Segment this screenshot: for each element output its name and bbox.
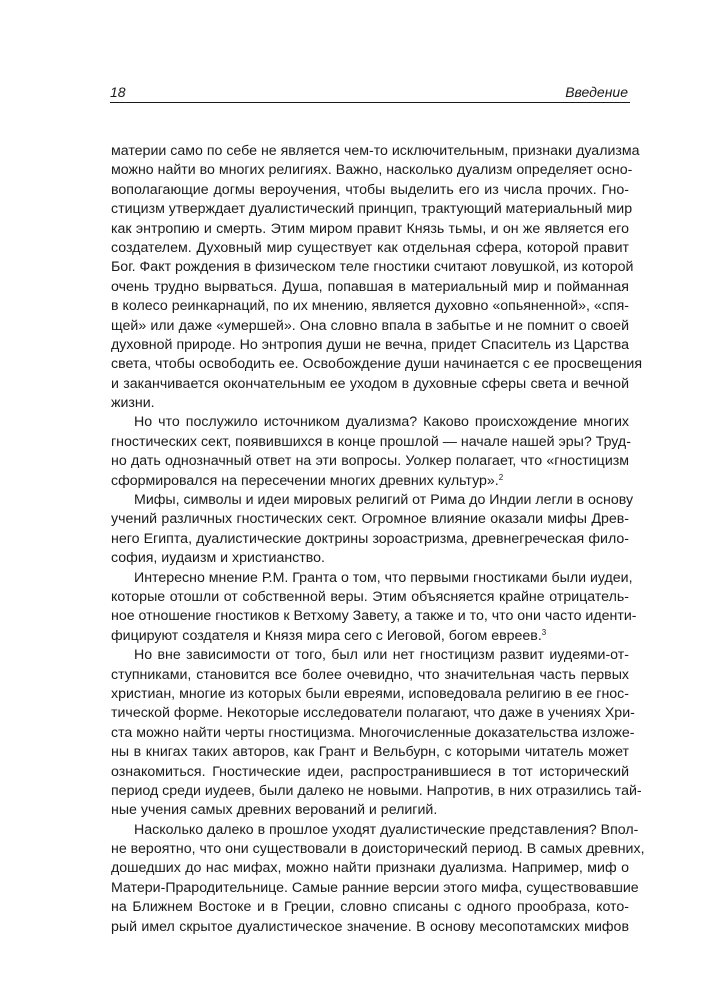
text-line: создателем. Духовный мир существует как отдельная сфера, которой правит <box>111 239 629 256</box>
text-line: него Египта, дуалистические доктрины зороастризма, древнегреческая фило- <box>111 530 629 547</box>
text-line: ное отношение гностиков к Ветхому Завету, а также и то, что они часто иденти- <box>111 608 637 625</box>
text-line <box>111 472 629 491</box>
text-line: можно найти во многих религиях. Важно, насколько дуализм определяет осно- <box>111 162 633 179</box>
text-line <box>111 627 629 646</box>
text-line: Мифы, символы и идеи мировых религий от Рима до Индии легли в основу <box>134 492 634 509</box>
text-line: очень трудно вырваться. Душа, попавшая в материальный мир и пойманная <box>111 278 629 295</box>
text-line: но дать однозначный ответ на эти вопросы. Уолкер полагает, что «гностицизм <box>111 453 629 470</box>
text-line: в колесо реинкарнаций, по их мнению, является духовно «опьяненной», «спя- <box>111 298 629 315</box>
text-line: щей» или даже «умершей». Она словно впала в забытье и не помнит о своей <box>111 317 629 334</box>
text-line: материи само по себе не является чем-то исключительным, признаки дуализма <box>111 143 640 159</box>
footnote-marker: 2 <box>498 472 504 482</box>
text-line: софия, иудаизм и христианство. <box>111 550 325 567</box>
text-line: христиан, многие из которых были евреями, исповедовала религию в ее гнос- <box>111 685 629 702</box>
body-text <box>111 142 645 937</box>
text-line: период среди иудеев, были далеко не новыми. Напротив, в них отразились тай- <box>111 782 642 799</box>
text-line: гностических сект, появившихся в конце прошлой — начале нашей эры? Труд- <box>111 433 631 450</box>
text-line: ознакомиться. Гностические идеи, распространившиеся в тот исторический <box>111 763 629 780</box>
text-line: духовной природе. Но энтропия души не вечна, придет Спаситель из Царства <box>111 336 629 353</box>
running-head: Введение <box>565 84 628 100</box>
text-line: ные учения самых древних верований и религий. <box>111 802 438 819</box>
text-line: ста можно найти черты гностицизма. Многочисленные доказательства изложе- <box>111 724 635 741</box>
text-line: Матери-Прародительнице. Самые ранние версии этого мифа, существовавшие <box>111 879 639 896</box>
text-line: которые отошли от собственной веры. Этим объясняется крайне отрицатель- <box>111 588 629 605</box>
text-line: жизни. <box>111 395 155 412</box>
text-line: Но что послужило источником дуализма? Каково происхождение многих <box>134 414 629 431</box>
text-line: ны в книгах таких авторов, как Грант и Вельбурн, с которыми читатель может <box>111 744 629 761</box>
text-line: рый имел скрытое дуалистическое значение. В основу месопотамских мифов <box>111 918 629 935</box>
text-line: дошедших до нас мифах, можно найти признаки дуализма. Например, миф о <box>111 860 629 877</box>
page-number: 18 <box>110 84 126 100</box>
text-line: ступниками, становится все более очевидно, что значительная часть первых <box>111 666 629 683</box>
text-line: на Ближнем Востоке и в Греции, словно списаны с одного прообраза, кото- <box>111 899 629 916</box>
text-line: стицизм утверждает дуалистический принцип, трактующий материальный мир <box>111 201 633 218</box>
text-line: вополагающие догмы вероучения, чтобы выделить его из числа прочих. Гно- <box>111 181 629 198</box>
text-line-content: сформировался на пересечении многих древних культур». <box>111 472 499 489</box>
text-line: учений различных гностических сект. Огромное влияние оказали мифы Древ- <box>111 511 629 528</box>
text-line-content: фицируют создателя и Князя мира сего с Иеговой, богом евреев. <box>111 627 542 644</box>
text-line: Но вне зависимости от того, был или нет гностицизм развит иудеями-от- <box>134 647 629 664</box>
text-line: не вероятно, что они существовали в доисторический период. В самых древних, <box>111 841 645 858</box>
footnote-marker: 3 <box>541 627 547 637</box>
text-line: Бог. Факт рождения в физическом теле гностики считают ловушкой, из которой <box>111 259 634 276</box>
text-line: тической форме. Некоторые исследователи полагают, что даже в учениях Хри- <box>111 705 635 722</box>
text-line: Интересно мнение Р.М. Гранта о том, что первыми гностиками были иудеи, <box>134 569 633 586</box>
header-rule <box>110 102 630 103</box>
text-line: Насколько далеко в прошлое уходят дуалистические представления? Впол- <box>134 821 639 838</box>
text-line: и заканчивается окончательным ее уходом в духовные сферы света и вечной <box>111 375 629 392</box>
text-line: света, чтобы освободить ее. Освобождение души начинается с ее просвещения <box>111 356 643 373</box>
text-line: как энтропию и смерть. Этим миром правит Князь тьмы, и он же является его <box>111 220 629 237</box>
